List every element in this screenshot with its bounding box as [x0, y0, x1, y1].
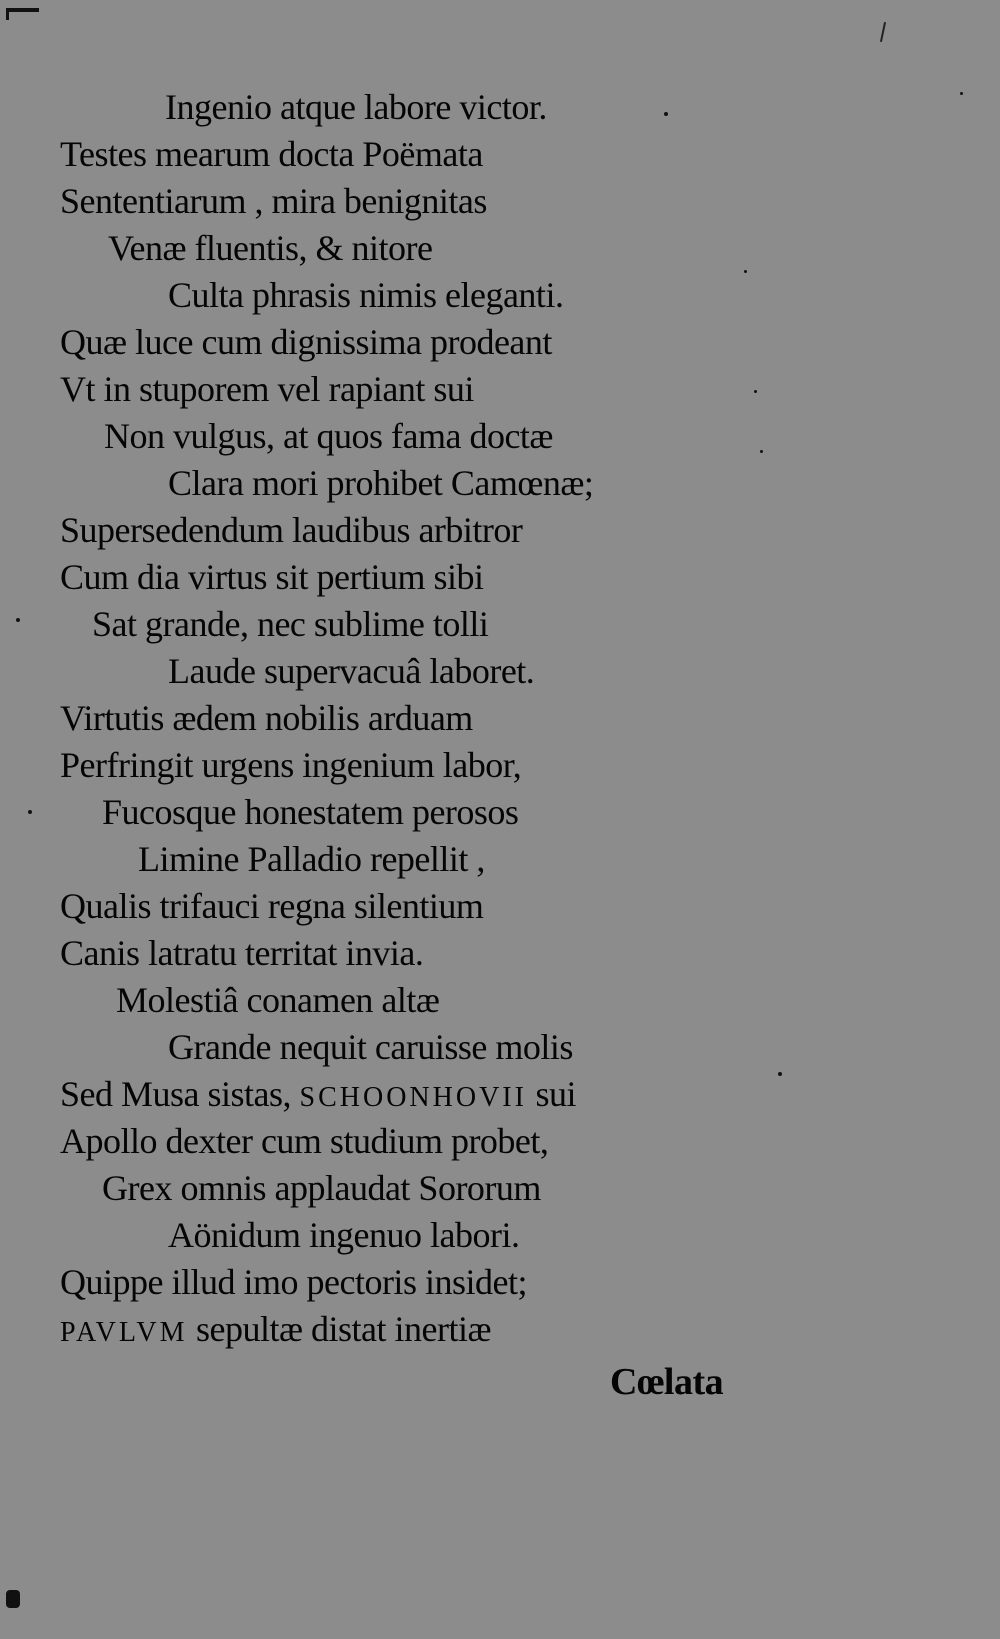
poem-line: Culta phrasis nimis eleganti.: [168, 275, 564, 315]
small-caps-name: SCHOONHOVII: [299, 1082, 527, 1113]
poem-line: Cum dia virtus sit pertium sibi: [60, 557, 484, 597]
poem-line: Non vulgus, at quos fama doctæ: [104, 416, 553, 456]
poem-line: Sat grande, nec sublime tolli: [92, 604, 489, 644]
poem-line: Canis latratu territat invia.: [60, 933, 424, 973]
ink-speck: [744, 270, 747, 273]
poem-line: Grex omnis applaudat Sororum: [102, 1168, 541, 1208]
poem-line: Limine Palladio repellit ,: [138, 839, 485, 879]
poem-line: Supersedendum laudibus arbitror: [60, 510, 523, 550]
poem-line: Apollo dexter cum studium probet,: [60, 1121, 549, 1161]
poem-line: Ingenio atque labore victor.: [165, 87, 547, 127]
ink-speck: [778, 1072, 782, 1076]
poem-line: Vt in stuporem vel rapiant sui: [60, 369, 474, 409]
poem-line: Aönidum ingenuo labori.: [168, 1215, 520, 1255]
poem-line: Qualis trifauci regna silentium: [60, 886, 484, 926]
poem-line: Clara mori prohibet Camœnæ;: [168, 463, 594, 503]
ink-speck: [664, 112, 668, 116]
bottom-left-print-mark: [6, 1590, 20, 1608]
poem-line: Grande nequit caruisse molis: [168, 1027, 573, 1067]
ink-speck: [960, 92, 963, 95]
poem-line: [60, 1072, 576, 1120]
poem-line: Quæ luce cum dignissima prodeant: [60, 322, 552, 362]
poem-line: Quippe illud imo pectoris insidet;: [60, 1262, 527, 1302]
ink-speck: [28, 810, 32, 814]
poem-line-text: sui: [526, 1074, 576, 1114]
poem-line: [60, 1307, 491, 1355]
ink-speck: [16, 618, 20, 622]
top-right-print-mark: [880, 22, 886, 42]
top-left-print-mark: [6, 8, 39, 20]
poem-line: Venæ fluentis, & nitore: [108, 228, 433, 268]
poem-line-text: Sed Musa sistas,: [60, 1074, 300, 1114]
poem-line: Perfringit urgens ingenium labor,: [60, 745, 522, 785]
poem-line: Molestiâ conamen altæ: [116, 980, 440, 1020]
poem-line: Testes mearum docta Poëmata: [60, 134, 483, 174]
small-caps-name: PAVLVM: [60, 1317, 188, 1348]
poem-line-text: sepultæ distat inertiæ: [187, 1309, 491, 1349]
catchword: Cœlata: [610, 1361, 724, 1403]
poem-line: Virtutis ædem nobilis arduam: [60, 698, 473, 738]
ink-speck: [760, 450, 763, 453]
poem-line: Laude supervacuâ laboret.: [168, 651, 535, 691]
poem-line: Fucosque honestatem perosos: [102, 792, 519, 832]
ink-speck: [754, 390, 757, 393]
poem-line: Sententiarum , mira benignitas: [60, 181, 487, 221]
